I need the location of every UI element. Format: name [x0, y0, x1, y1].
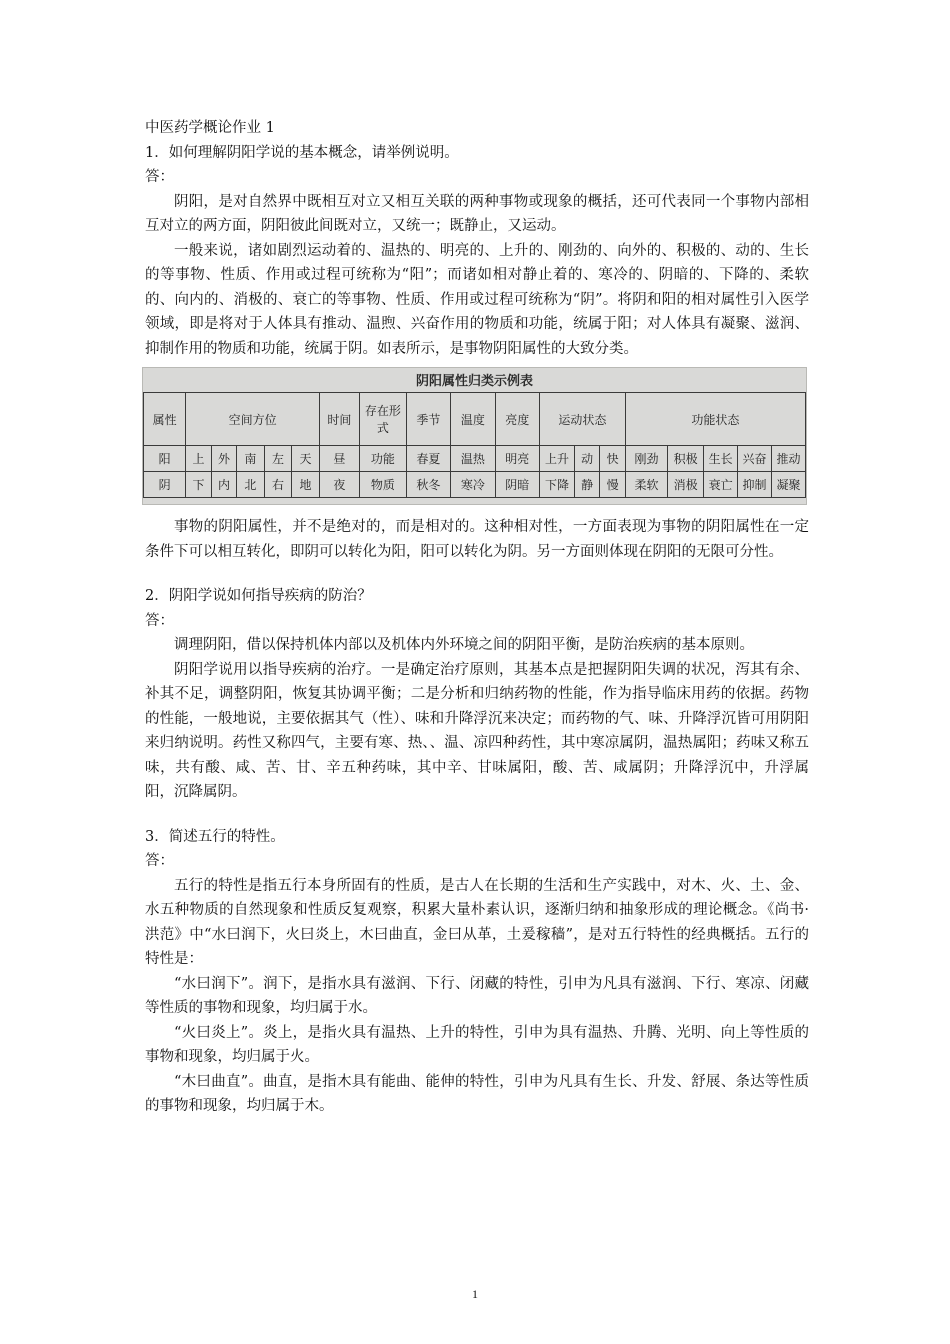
- q3-paragraph-2: “水曰润下”。润下，是指水具有滋润、下行、闭藏的特性，引申为凡具有滋润、下行、寒凉、闭藏等性质的事物和现象，均归属于水。: [145, 975, 809, 1016]
- table-cell: 静: [574, 472, 599, 498]
- table-cell: 内: [211, 472, 236, 498]
- q3-paragraph-4: “木曰曲直”。曲直，是指木具有能曲、能伸的特性，引申为凡具有生长、升发、舒展、条达等性质的事物和现象，均归属于木。: [145, 1073, 809, 1114]
- table-cell: 功能: [360, 446, 407, 472]
- q2-paragraph-1: 调理阴阳，借以保持机体内部以及机体内外环境之间的阴阳平衡，是防治疾病的基本原则。: [174, 637, 754, 653]
- q1-paragraph-2: 一般来说，诸如剧烈运动着的、温热的、明亮的、上升的、刚劲的、向外的、积极的、动的、生长的等事物、性质、作用或过程可统称为“阳”；而诸如相对静止着的、寒冷的、阴暗的、下降的、柔软的、向内的、消极的、衰亡的等事物、性质、作用或过程可统称为“阴”。将阴和阳的相对属性引入医学领域，即是将对于人体具有推动、温煦、兴奋作用的物质和功能，统属于阳；对人体具有凝聚、滋润、抑制作用的物质和功能，统属于阴。如表所示，是事物阴阳属性的大致分类。: [145, 242, 809, 357]
- table-cell: 上: [186, 446, 211, 472]
- header-time: 时间: [319, 393, 359, 446]
- table-cell: 外: [211, 446, 236, 472]
- table-cell: 阳: [144, 446, 186, 472]
- answer-label-1: 答：: [145, 169, 174, 185]
- header-form: 存在形式: [360, 393, 407, 446]
- table-cell: 衰亡: [704, 472, 738, 498]
- header-function: 功能状态: [625, 393, 805, 446]
- table-cell: 快: [600, 446, 625, 472]
- header-motion: 运动状态: [540, 393, 626, 446]
- page-number: 1: [472, 1287, 478, 1301]
- table-cell: 夜: [319, 472, 359, 498]
- table-cell: 地: [292, 472, 320, 498]
- section-gap: [145, 805, 809, 825]
- table-cell: 刚劲: [625, 446, 667, 472]
- table-cell: 兴奋: [738, 446, 772, 472]
- table-cell: 凝聚: [771, 472, 805, 498]
- table-cell: 积极: [668, 446, 704, 472]
- table-cell: 下: [186, 472, 211, 498]
- document-body: [145, 116, 809, 1119]
- table-cell: 上升: [540, 446, 575, 472]
- table-cell: 动: [574, 446, 599, 472]
- question-2: 2．阴阳学说如何指导疾病的防治？: [145, 588, 372, 604]
- q3-paragraph-1: 五行的特性是指五行本身所固有的性质，是古人在长期的生活和生产实践中，对木、火、土、金、水五种物质的自然现象和性质反复观察，积累大量朴素认识，逐渐归纳和抽象形成的理论概念。《尚书·洪范》中“水曰润下，火曰炎上，木曰曲直，金曰从革，土爰稼穑”，是对五行特性的经典概括。五行的特性是：: [145, 877, 809, 967]
- table-cell: 右: [264, 472, 292, 498]
- header-season: 季节: [406, 393, 450, 446]
- q1-paragraph-1: 阴阳，是对自然界中既相互对立又相互关联的两种事物或现象的概括，还可代表同一个事物内部相互对立的两方面，阴阳彼此间既对立，又统一；既静止，又运动。: [145, 193, 809, 234]
- question-3: 3．简述五行的特性。: [145, 828, 285, 845]
- table-cell: 春夏: [406, 446, 450, 472]
- table-cell: 左: [264, 446, 292, 472]
- q3-paragraph-3: “火曰炎上”。炎上，是指火具有温热、上升的特性，引申为具有温热、升腾、光明、向上等性质的事物和现象，均归属于火。: [145, 1024, 809, 1065]
- table-cell: 推动: [771, 446, 805, 472]
- table-cell: 天: [292, 446, 320, 472]
- table-cell: 寒冷: [451, 472, 495, 498]
- table-cell: 明亮: [495, 446, 539, 472]
- header-attr: 属性: [144, 393, 186, 446]
- yin-yang-attribute-table-image: [142, 367, 807, 505]
- table-cell: 消极: [668, 472, 704, 498]
- header-temp: 温度: [451, 393, 495, 446]
- q2-paragraph-2: 阴阳学说用以指导疾病的治疗。一是确定治疗原则，其基本点是把握阴阳失调的状况，泻其有余、补其不足，调整阴阳，恢复其协调平衡；二是分析和归纳药物的性能，作为指导临床用药的依据。药物的性能，一般地说，主要依据其气（性）、味和升降浮沉来决定；而药物的气、味、升降浮沉皆可用阴阳来归纳说明。药性又称四气，主要有寒、热、、温、凉四种药性，其中寒凉属阴，温热属阳；药味又称五味，共有酸、咸、苦、甘、辛五种药味，其中辛、甘味属阳，酸、苦、咸属阴；升降浮沉中，升浮属阳，沉降属阴。: [145, 661, 809, 800]
- table-cell: 北: [237, 472, 265, 498]
- header-space: 空间方位: [186, 393, 319, 446]
- answer-label-2: 答：: [145, 612, 174, 629]
- table-cell: 阴: [144, 472, 186, 498]
- table-cell: 生长: [704, 446, 738, 472]
- table-cell: 物质: [360, 472, 407, 498]
- table-row-yin: [144, 472, 806, 498]
- table-cell: 阴暗: [495, 472, 539, 498]
- table-cell: 下降: [540, 472, 575, 498]
- table-cell: 秋冬: [406, 472, 450, 498]
- table-header-row: [144, 393, 806, 446]
- table-cell: 柔软: [625, 472, 667, 498]
- table-cell: 抑制: [738, 472, 772, 498]
- table-cell: 南: [237, 446, 265, 472]
- table-cell: 慢: [600, 472, 625, 498]
- answer-label-3: 答：: [145, 853, 174, 869]
- question-1: 1．如何理解阴阳学说的基本概念，请举例说明。: [145, 144, 459, 161]
- header-bright: 亮度: [495, 393, 539, 446]
- table-cell: 温热: [451, 446, 495, 472]
- table-row-yang: [144, 446, 806, 472]
- q1-paragraph-3: 事物的阴阳属性，并不是绝对的，而是相对的。这种相对性，一方面表现为事物的阴阳属性在一定条件下可以相互转化，即阴可以转化为阳，阳可以转化为阴。另一方面则体现在阴阳的无限可分性。: [145, 519, 809, 560]
- section-gap: [145, 564, 809, 584]
- table-cell: 昼: [319, 446, 359, 472]
- yin-yang-attribute-table: [143, 392, 806, 498]
- document-title: 中医药学概论作业 1: [145, 120, 275, 136]
- table-caption: 阴阳属性归类示例表: [415, 374, 533, 389]
